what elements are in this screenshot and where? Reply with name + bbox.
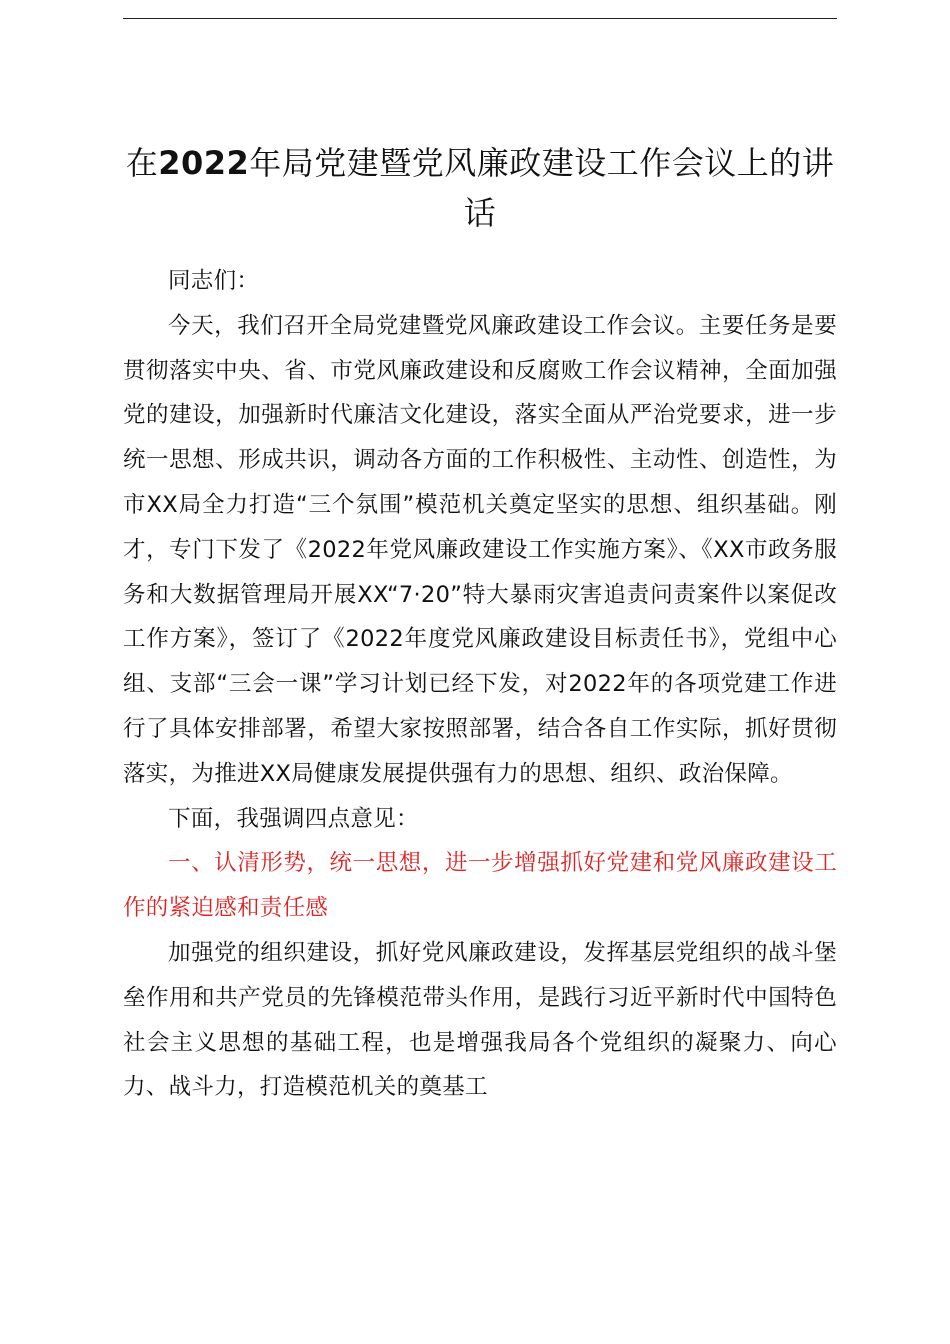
body-paragraph: 今天，我们召开全局党建暨党风廉政建设工作会议。主要任务是要贯彻落实中央、省、市党风廉政建设和反腐败工作会议精神，全面加强党的建设，加强新时代廉洁文化建设，落实全面从严治党要求，进一步统一思想、形成共识，调动各方面的工作积极性、主动性、创造性，为市XX局全力打造“三个氛围”模范机关奠定坚实的思想、组织基础。刚才，专门下发了《2022年党风廉政建设工作实施方案》、《XX市政务服务和大数据管理局开展XX“7·20”特大暴雨灾害追责问责案件以案促改工作方案》，签订了《2022年度党风廉政建设目标责任书》，党组中心组、支部“三会一课”学习计划已经下发，对2022年的各项党建工作进行了具体安排部署，希望大家按照部署，结合各自工作实际，抓好贯彻落实，为推进XX局健康发展提供强有力的思想、组织、政治保障。 xyxy=(123,312,837,787)
section-heading: 一、认清形势，统一思想，进一步增强抓好党建和党风廉政建设工作的紧迫感和责任感 xyxy=(123,850,837,922)
body-paragraph: 加强党的组织建设，抓好党风廉政建设，发挥基层党组织的战斗堡垒作用和共产党员的先锋模范带头作用，是践行习近平新时代中国特色社会主义思想的基础工程，也是增强我局各个党组织的凝聚力、向心力、战斗力，打造模范机关的奠基工 xyxy=(123,939,837,1101)
body-paragraph: 下面，我强调四点意见： xyxy=(168,805,419,832)
title-prefix: 在 xyxy=(125,144,159,182)
title-year: 2022 xyxy=(158,144,250,182)
title-suffix: 年局党建暨党风廉政建设工作会议上的讲话 xyxy=(249,144,835,232)
header-rule xyxy=(123,18,837,19)
salutation: 同志们： xyxy=(168,268,260,294)
document-title xyxy=(115,138,845,238)
document-body xyxy=(123,259,837,1110)
